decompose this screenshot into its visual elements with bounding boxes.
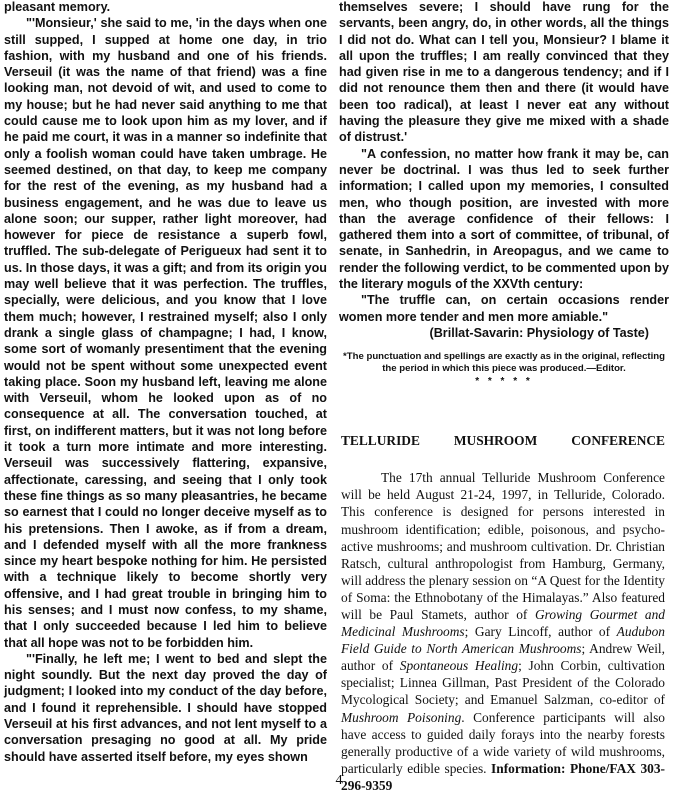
right-column bbox=[339, 0, 669, 794]
paragraph: pleasant memory. bbox=[4, 0, 111, 14]
book-title: Growing Gourmet and Medicinal Mushrooms bbox=[341, 606, 665, 640]
paragraph: "A confession, no matter how frank it may be, can never be doctrinal. I was thus led to seek further information; I called upon my memories, I consulted men, who though position, are invested with more than the average confidence of their fellows: I gathered them into a sort of committee, of tribunal, of senate, in Sanhedrin, in Areopagus, and we came to render the following verdict, to be commented upon by the literary moguls of the XXVth century: bbox=[339, 146, 669, 292]
paragraph: "'Monsieur,' she said to me, 'in the days when one still supped, I supped at home one day, in trio fashion, with my husband and one of his friends. Verseuil (it was the name of that friend) was a fine looking man, not devoid of wit, and used to come to my house; but he had never said anything to me that could cause me to look upon him as my lover, and if he paid me court, it was in a manner so indefinite that only a foolish woman could have taken umbrage. He seemed destined, on that day, to keep me company for the rest of the evening, as my husband had a business engagement, and he was due to leave us alone soon; our supper, rather light moreover, had however for piece de resistance a superb fowl, truffled. The sub-delegate of Perigueux had sent it to us. In those days, it was a gift; and from its origin you may well believe that it was perfection. The truffles, specially, were delicious, and you know that I love them much; however, I restrained myself; also I only drank a single glass of champagne; I had, I know, some sort of womanly presentiment that the evening would not be spent without some unexpected event taking place. Soon my husband left, leaving me alone with Verseuil, whom he looked upon as of no consequence at all. The conversation touched, at first, on indifferent matters, but it was not long before it took a turn more intimate and more interesting. Verseuil was successively flattering, expansive, affectionate, caressing, and seeing that I only took these fine things as so many pleasantries, he became so earnest that I could no longer deceive myself as to his pretensions. Then I awoke, as if from a dream, and I defended myself with all the more frankness since my heart bespoke nothing for him. He persisted with a technique likely to become shortly very offensive, and I had great trouble in bringing him to his senses; and I must now confess, to my shame, that I only succeeded because I led him to believe that all hope was not to be forbidden him. bbox=[4, 16, 327, 650]
paragraph: themselves severe; I should have rung for the servants, been angry, do, in other words, all the things I did not do. What can I tell you, Monsieur? I blame it all upon the truffles; I am really convinced that they had given rise in me to a dangerous tendency; and if I did not renounce them then and there (it would have been too radical), at least I never eat any without having the pleasure they give me mixed with a shade of distrust.' bbox=[339, 0, 669, 145]
heading-word: MUSHROOM bbox=[453, 433, 538, 449]
conference-heading bbox=[341, 433, 665, 449]
heading-word: TELLURIDE bbox=[341, 433, 420, 449]
body-text: ; Gary Lincoff, author of bbox=[464, 624, 617, 640]
paragraph: "'Finally, he left me; I went to bed and slept the night soundly. But the next day proved the day of judgment; I looked into my conduct of the day before, and I found it reprehensible. I should have stopped Verseuil at his first advances, and not lent myself to a conversation presaging no good at all. My pride should have asserted itself before, my eyes shown bbox=[4, 651, 327, 764]
editor-footnote: *The punctuation and spellings are exactly as in the original, reflecting the period in which this piece was produced.—Editor. bbox=[343, 351, 665, 375]
quote: "The truffle can, on certain occasions render women more tender and men more amiable." bbox=[339, 293, 669, 324]
heading-word: CONFERENCE bbox=[571, 433, 665, 449]
body-text: . Conference participants will also have access to guided daily forays into the nearby forests generally productive of a wide variety of wild mushrooms, particularly edible species. bbox=[341, 709, 666, 776]
article-continuation bbox=[339, 0, 669, 341]
left-column bbox=[4, 0, 327, 765]
body-text: ; Andrew Weil, author of bbox=[341, 641, 666, 674]
book-title: Audubon Field Guide to North American Mushrooms bbox=[341, 624, 665, 657]
contact-info: Information: Phone/FAX 303-296-9359 bbox=[341, 760, 665, 793]
conference-body bbox=[341, 469, 665, 794]
attribution: (Brillat-Savarin: Physiology of Taste) bbox=[429, 325, 649, 340]
book-title: Spontaneous Healing bbox=[399, 658, 519, 674]
body-text: The 17th annual Telluride Mushroom Conference will be held August 21-24, 1997, in Telluride, Colorado. This conference is designed for persons interested in mushroom identification; edible, poisonous, and psycho-active mushrooms; and mushroom cultivation. Dr. Christian Ratsch, cultural anthropologist from Hamburg, Germany, will address the plenary session on “A Quest for the Identity of Soma: the Ethnobotany of the Himalayas.” Also featured will be Paul Stamets, author of bbox=[341, 470, 665, 622]
body-text: ; John Corbin, cultivation specialist; Linnea Gillman, Past President of the Colorado Mycological Society; and Emanuel Salzman, co-editor of bbox=[341, 658, 665, 708]
page-number: 4 bbox=[335, 773, 343, 788]
section-divider: * * * * * bbox=[475, 376, 533, 388]
book-title: Mushroom Poisoning bbox=[341, 709, 462, 725]
